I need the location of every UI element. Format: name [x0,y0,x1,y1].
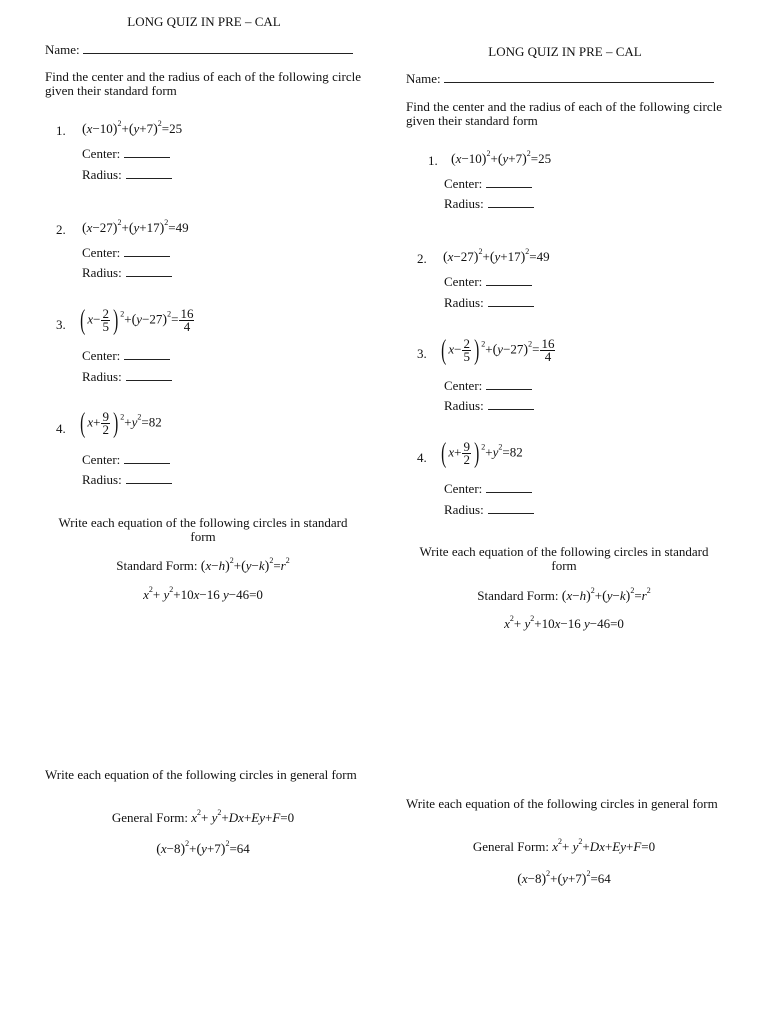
item-number: 4. [56,421,66,436]
radius-blank [488,399,534,410]
name-label: Name: [45,42,80,57]
instruction-standard-form: Write each equation of the following circles in standard form [419,544,709,573]
instruction-standard-form: Write each equation of the following circles in standard form [58,515,348,544]
center-blank [124,349,170,360]
radius-label: Radius: [82,265,122,280]
standard-form-label: Standard Form: [477,588,559,603]
general-equation: $x^2+ y^2+10x-16$ y−46=0 [143,585,263,602]
name-field [45,42,353,58]
radius-label: Radius: [82,472,122,487]
center-blank [486,275,532,286]
item-number: 1. [428,153,438,168]
instruction-general-form: Write each equation of the following circles in general form [406,796,718,811]
radius-field [444,398,534,414]
center-label: Center: [444,481,483,496]
general-form-label: General Form: [111,810,189,825]
center-label: Center: [444,378,483,393]
item-number: 3. [417,346,427,361]
radius-blank [126,370,172,381]
standard-form-label: Standard Form: [116,558,198,573]
radius-field [444,295,534,311]
radius-label: Radius: [82,167,122,182]
center-field [444,176,532,192]
radius-label: Radius: [444,502,484,517]
radius-label: Radius: [444,398,484,413]
item-number: 1. [56,123,66,138]
radius-blank [126,266,172,277]
center-field [82,245,170,261]
name-blank [444,72,714,83]
equation-3: ( x− $\frac{2}{5}$ ) $^2+(y-27)^2=$ $\frac{16}{4}$ [441,334,555,366]
radius-blank [126,168,172,179]
equation-1: $(x-10)^2+(y+7)^2=25$ [451,149,552,167]
name-blank [83,43,353,54]
radius-blank [488,296,534,307]
radius-field [444,502,534,518]
radius-field [82,265,172,281]
center-blank [124,453,170,464]
equation-3: ( x− $\frac{2}{5}$ ) $^2+(y-27)^2=$ $\frac{16}{4}$ [80,304,194,336]
center-label: Center: [82,348,121,363]
radius-blank [488,197,534,208]
standard-form-line: Standard Form: $(x-h)^2+(y-k)^2=r^2$ [116,556,290,574]
instruction-find-center: Find the center and the radius of each of the following circle given their standard form [406,99,722,128]
item-number: 4. [417,450,427,465]
center-blank [486,379,532,390]
center-label: Center: [82,245,121,260]
center-label: Center: [82,452,121,467]
general-form-line: General Form: $x^2+ y^2+Dx+Ey+F=0$ [472,837,656,854]
center-blank [486,482,532,493]
item-number: 2. [417,251,427,266]
radius-field [82,369,172,385]
item-number: 3. [56,317,66,332]
center-field [82,146,170,162]
center-blank [486,177,532,188]
radius-blank [126,473,172,484]
center-blank [124,147,170,158]
center-field [82,348,170,364]
center-label: Center: [82,146,121,161]
center-field [444,481,532,497]
standard-equation: $(x-8)^2+(y+7)^2=64$ [156,839,250,857]
center-field [82,452,170,468]
center-field [444,378,532,394]
quiz-title: LONG QUIZ IN PRE – CAL [127,14,281,29]
radius-blank [488,503,534,514]
radius-label: Radius: [444,196,484,211]
instruction-general-form: Write each equation of the following circles in general form [45,767,357,782]
equation-2: $(x-27)^2+(y+17)^2=49$ [443,247,550,265]
name-field [406,71,714,87]
general-form-label: General Form: [472,839,550,854]
general-form-line: General Form: $x^2+ y^2+Dx+Ey+F=0$ [111,808,295,825]
item-number: 2. [56,222,66,237]
instruction-find-center: Find the center and the radius of each of the following circle given their standard form [45,69,361,98]
radius-label: Radius: [82,369,122,384]
equation-4: ( x+ $\frac{9}{2}$ ) $^2+y^2=82$ [80,407,162,439]
equation-4: ( x+ $\frac{9}{2}$ ) $^2+y^2=82$ [441,437,523,469]
center-field [444,274,532,290]
radius-field [82,472,172,488]
center-label: Center: [444,176,483,191]
general-equation: $x^2+ y^2+10x-16$ y−46=0 [504,614,624,631]
radius-field [444,196,534,212]
name-label: Name: [406,71,441,86]
quiz-title: LONG QUIZ IN PRE – CAL [488,44,642,59]
equation-1: $(x-10)^2+(y+7)^2=25$ [82,119,183,137]
standard-equation: $(x-8)^2+(y+7)^2=64$ [517,869,611,887]
center-label: Center: [444,274,483,289]
standard-form-line: Standard Form: $(x-h)^2+(y-k)^2=r^2$ [477,586,651,604]
radius-field [82,167,172,183]
center-blank [124,246,170,257]
equation-2: $(x-27)^2+(y+17)^2=49$ [82,218,189,236]
radius-label: Radius: [444,295,484,310]
